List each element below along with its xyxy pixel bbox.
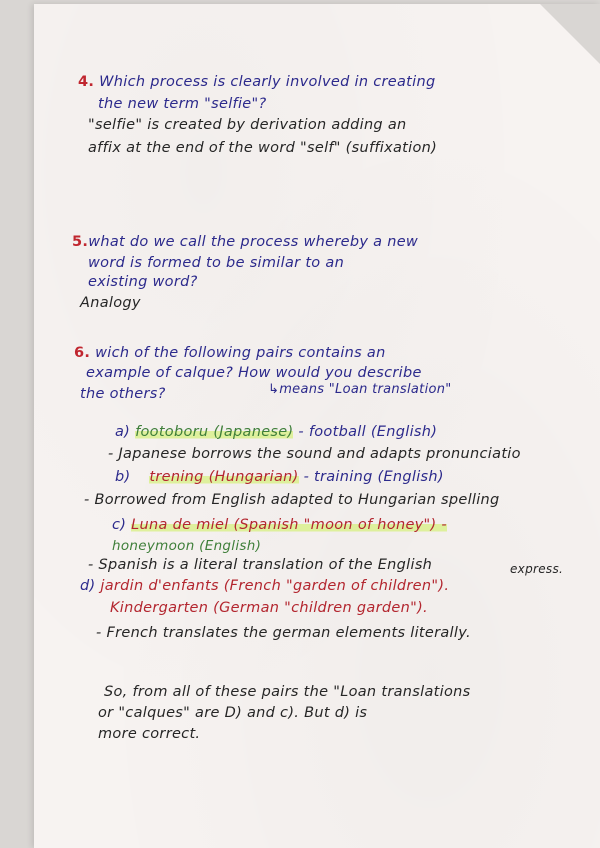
q4-text-1: Which process is clearly involved in creating — [99, 74, 436, 90]
q6-c-description: - Spanish is a literal translation of the English — [88, 557, 433, 573]
q4-line2: the new term "selfie"? — [98, 96, 267, 112]
q6-b-pair-rest: - training (English) — [303, 469, 444, 485]
q6-a-pair-highlight: footoboru (Japanese) — [135, 424, 294, 440]
q6-b-label: b) — [115, 469, 131, 485]
q6-c-description-sup: express. — [510, 562, 564, 576]
q6-conclusion-3: more correct. — [98, 726, 201, 742]
q6-c-pair-highlight: Luna de miel (Spanish "moon of honey") - — [131, 517, 447, 533]
q6-b-pair-highlight: trening (Hungarian) — [149, 469, 299, 485]
q6-option-d — [80, 578, 449, 594]
q6-text-1: wich of the following pairs contains an — [95, 345, 386, 361]
q6-a-label: a) — [115, 424, 131, 440]
q6-option-c — [112, 517, 447, 533]
q6-a-pair-rest: - football (English) — [298, 424, 438, 440]
q6-c-label: c) — [112, 517, 127, 533]
q5-number: 5. — [72, 234, 89, 250]
q6-line1 — [74, 345, 386, 361]
q6-option-a — [115, 424, 437, 440]
q6-b-description: - Borrowed from English adapted to Hungarian spelling — [84, 492, 500, 508]
q6-d-pair-2: Kindergarten (German "children garden"). — [110, 600, 428, 616]
q6-line2: example of calque? How would you describe — [86, 365, 422, 381]
q5-text-1: what do we call the process whereby a new — [88, 234, 419, 250]
q5-answer: Analogy — [80, 295, 141, 311]
q6-c-pair-2: honeymoon (English) — [112, 538, 262, 554]
q4-answer-1: "selfie" is created by derivation adding an — [88, 117, 407, 133]
q6-conclusion-1: So, from all of these pairs the "Loan translations — [104, 684, 471, 700]
q5-line1 — [72, 234, 418, 250]
q6-d-label: d) — [80, 578, 96, 594]
q4-line1 — [78, 74, 435, 90]
q6-option-b — [115, 469, 444, 485]
q4-answer-2: affix at the end of the word "self" (suffixation) — [88, 140, 438, 156]
q5-line2: word is formed to be similar to an — [88, 255, 345, 271]
q6-number: 6. — [74, 345, 91, 361]
q6-calque-note: ↳means "Loan translation" — [268, 382, 452, 397]
q6-conclusion-2: or "calques" are D) and c). But d) is — [98, 705, 368, 721]
q5-line3: existing word? — [88, 274, 198, 290]
q6-d-pair-1: jardin d'enfants (French "garden of children"). — [100, 578, 450, 594]
q4-number: 4. — [78, 74, 95, 90]
q6-d-description: - French translates the german elements literally. — [96, 625, 471, 641]
q6-line3: the others? — [80, 386, 166, 402]
page-corner-fold — [540, 4, 600, 64]
q6-a-description: - Japanese borrows the sound and adapts pronunciatio — [108, 446, 521, 462]
